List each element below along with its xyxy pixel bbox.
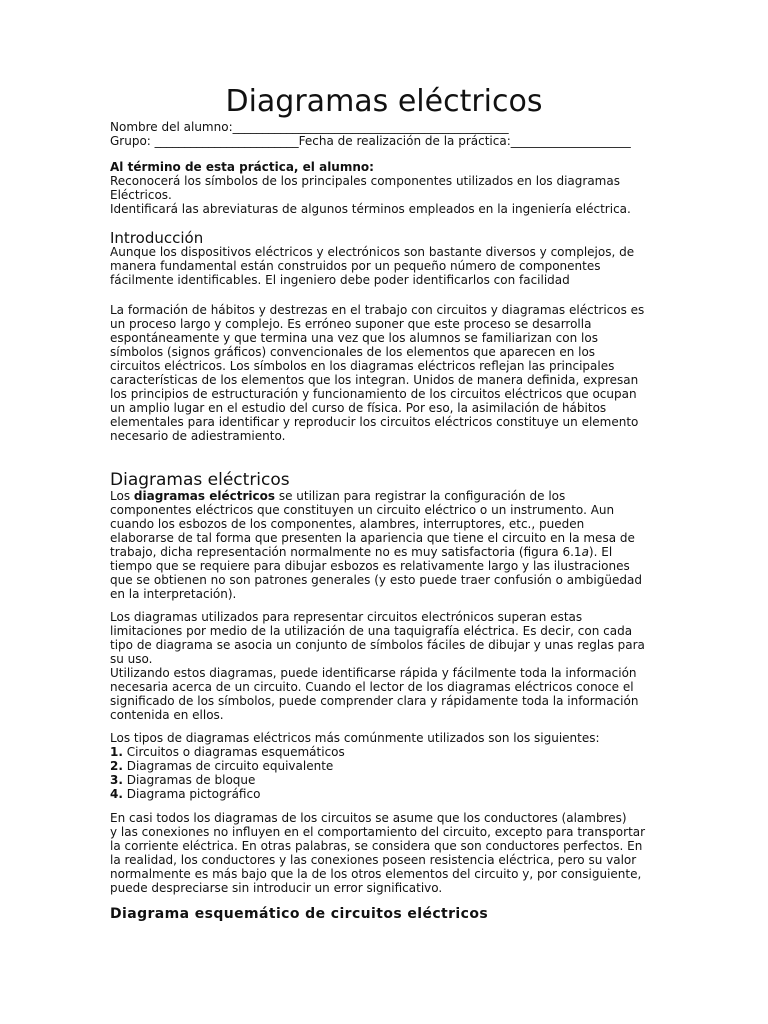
text-line: significado de los símbolos, puede comprender clara y rápidamente toda la información — [110, 694, 639, 708]
list-item: 1. Circuitos o diagramas esquemáticos — [110, 745, 345, 759]
text-line: necesaria acerca de un circuito. Cuando el lector de los diagramas eléctricos conoce el — [110, 680, 634, 694]
intro-heading: Introducción — [110, 229, 204, 247]
group-blank: ________________________ — [154, 134, 299, 148]
text-line: necesario de adiestramiento. — [110, 429, 286, 443]
text-line: Aunque los dispositivos eléctricos y electrónicos son bastante diversos y complejos, de — [110, 245, 635, 259]
intro-paragraph-2 — [110, 303, 660, 443]
date-blank: ____________________ — [510, 134, 631, 148]
text-line: que se obtienen no son patrones generales (y esto puede traer confusión o ambigüedad — [110, 573, 642, 587]
text-line: en la interpretación). — [110, 587, 237, 601]
list-intro: Los tipos de diagramas eléctricos más comúnmente utilizados son los siguientes: — [110, 731, 600, 745]
intro-paragraph-1 — [110, 245, 660, 287]
objectives-line: Identificará las abreviaturas de algunos términos empleados en la ingeniería eléctrica. — [110, 202, 631, 216]
text-line: cuando los esbozos de los componentes, alambres, interruptores, etc., pueden — [110, 517, 585, 531]
list-item: 2. Diagramas de circuito equivalente — [110, 759, 334, 773]
text-line: un amplio lugar en el estudio del curso de física. Por eso, la asimilación de hábitos — [110, 401, 607, 415]
text-line: elaborarse de tal forma que presenten la apariencia que tiene el circuito en la mesa de — [110, 531, 635, 545]
text-line: un proceso largo y complejo. Es erróneo suponer que este proceso se desarrolla — [110, 317, 592, 331]
objectives-section — [110, 160, 660, 216]
text-line: circuitos eléctricos. Los símbolos en los diagramas eléctricos reflejan las principales — [110, 359, 615, 373]
text-line: los principios de estructuración y funcionamiento de los circuitos eléctricos que ocupan — [110, 387, 637, 401]
objectives-line: Reconocerá los símbolos de los principales componentes utilizados en los diagramas — [110, 174, 620, 188]
text-line: espontáneamente y que termina una vez que los alumnos se familiarizan con los — [110, 331, 598, 345]
date-label: Fecha de realización de la práctica: — [298, 134, 511, 148]
student-form — [110, 120, 660, 148]
text-line: la corriente eléctrica. En otras palabras, se considera que son conductores perfectos. En — [110, 839, 643, 853]
diagrams-paragraph-2 — [110, 610, 660, 722]
text-line: manera fundamental están construidos por un pequeño número de componentes — [110, 259, 601, 273]
text-line: tipo de diagrama se asocia un conjunto de símbolos fáciles de dibujar y unas reglas para — [110, 638, 645, 652]
text-line: características de los elementos que los integran. Unidos de manera definida, expresan — [110, 373, 639, 387]
text-line: elementales para identificar y reproducir los circuitos eléctricos constituye un elemento — [110, 415, 639, 429]
text-line: componentes eléctricos que constituyen un circuito eléctrico o un instrumento. Aun — [110, 503, 615, 517]
name-blank: ______________________________________________ — [232, 120, 509, 134]
page-title: Diagramas eléctricos — [225, 84, 543, 119]
text-line: y las conexiones no influyen en el comportamiento del circuito, excepto para transportar — [110, 825, 646, 839]
text-line: puede despreciarse sin introducir un error significativo. — [110, 881, 443, 895]
objectives-heading: Al término de esta práctica, el alumno: — [110, 160, 374, 174]
text-line: fácilmente identificables. El ingeniero debe poder identificarlos con facilidad — [110, 273, 570, 287]
text-line: Los diagramas utilizados para representar circuitos electrónicos superan estas — [110, 610, 583, 624]
list-item: 4. Diagrama pictográfico — [110, 787, 261, 801]
diagrams-paragraph-3 — [110, 811, 660, 895]
text-line: Los diagramas eléctricos se utilizan para registrar la configuración de los — [110, 489, 566, 503]
text-line: su uso. — [110, 652, 153, 666]
text-line: contenida en ellos. — [110, 708, 224, 722]
diagrams-heading: Diagramas eléctricos — [110, 470, 290, 490]
text-line: tiempo que se requiere para dibujar esbozos es relativamente largo y las ilustraciones — [110, 559, 630, 573]
text-line: En casi todos los diagramas de los circuitos se asume que los conductores (alambres) — [110, 811, 627, 825]
text-line: trabajo, dicha representación normalmente no es muy satisfactoria (figura 6.1a). El — [110, 545, 613, 559]
list-item: 3. Diagramas de bloque — [110, 773, 256, 787]
name-row — [110, 120, 660, 134]
diagrams-paragraph-1 — [110, 489, 660, 601]
text-line: normalmente es más bajo que la de los otros elementos del circuito y, por consiguiente, — [110, 867, 642, 881]
text-line: símbolos (signos gráficos) convencionales de los elementos que aparecen en los — [110, 345, 596, 359]
name-label: Nombre del alumno: — [110, 120, 233, 134]
text-line: limitaciones por medio de la utilización de una taquigrafía eléctrica. Es decir, con cada — [110, 624, 633, 638]
schematic-heading: Diagrama esquemático de circuitos eléctricos — [110, 906, 489, 922]
text-line: Utilizando estos diagramas, puede identificarse rápida y fácilmente toda la información — [110, 666, 637, 680]
group-label: Grupo: — [110, 134, 155, 148]
group-row — [110, 134, 660, 148]
text-line: La formación de hábitos y destrezas en el trabajo con circuitos y diagramas eléctricos es — [110, 303, 645, 317]
text-line: la realidad, los conductores y las conexiones poseen resistencia eléctrica, pero su valor — [110, 853, 637, 867]
objectives-line: Eléctricos. — [110, 188, 172, 202]
diagram-types-list — [110, 731, 660, 801]
